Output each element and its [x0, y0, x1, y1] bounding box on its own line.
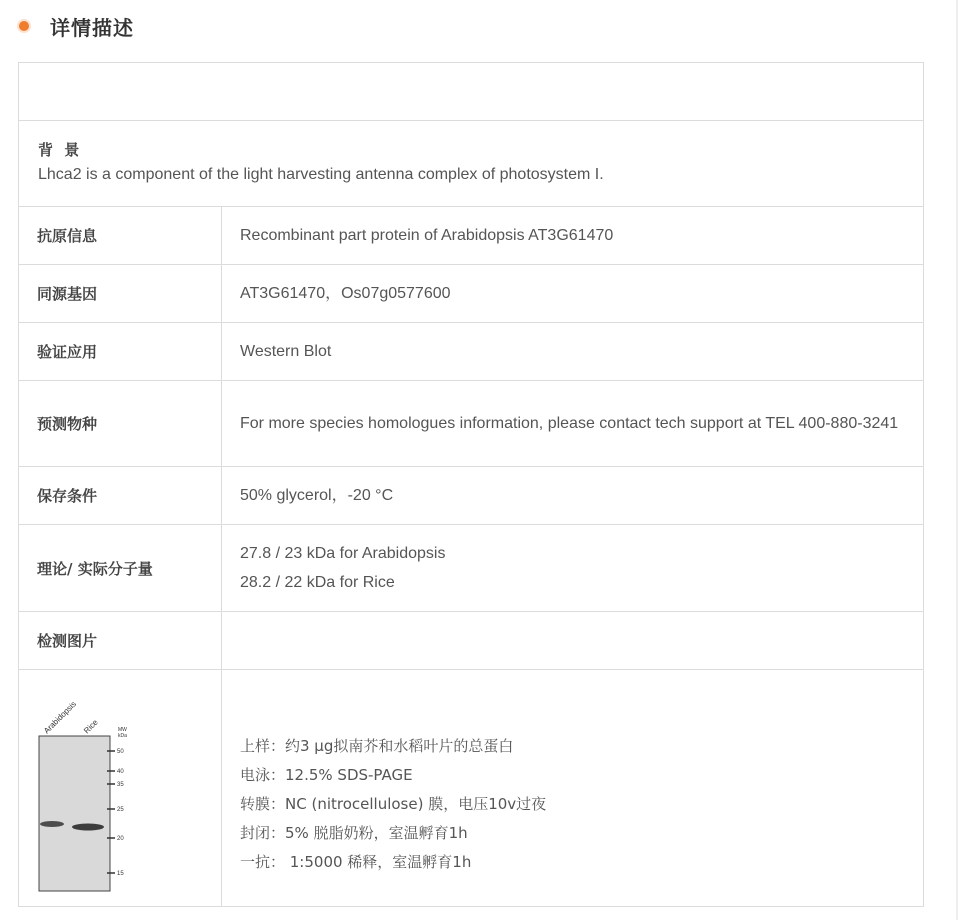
row-label: 检测图片 [19, 612, 222, 669]
blot-note: 电泳：12.5% SDS-PAGE [240, 765, 413, 784]
row-value: For more species homologues information, please contact tech support at TEL 400-880-3241 [240, 415, 899, 432]
row-value: 27.8 / 23 kDa for Arabidopsis [240, 545, 446, 562]
row-value: 50% glycerol，-20 °C [240, 487, 394, 504]
row-label: 预测物种 [19, 381, 222, 466]
blot-notes [222, 670, 923, 906]
table-row-mw [19, 524, 923, 611]
table-row-application [19, 322, 923, 380]
background-text: Lhca2 is a component of the light harvesting antenna complex of photosystem I. [38, 166, 604, 183]
table-row-image [19, 611, 923, 669]
row-value: 28.2 / 22 kDa for Rice [240, 574, 395, 591]
blot-note: 封闭：5% 脱脂奶粉，室温孵育1h [240, 823, 468, 842]
blot-membrane [39, 736, 110, 891]
empty-row [19, 63, 923, 120]
row-label: 保存条件 [19, 467, 222, 524]
row-label: 验证应用 [19, 323, 222, 380]
row-value: Western Blot [240, 343, 332, 360]
bullet-dot-icon [19, 21, 29, 31]
western-blot-figure [19, 670, 221, 906]
marker-label: 35 [117, 782, 124, 788]
row-label: 抗原信息 [19, 207, 222, 264]
table-row-species [19, 380, 923, 466]
table-row-storage [19, 466, 923, 524]
marker-label: 50 [117, 749, 124, 755]
blot-row [19, 669, 923, 906]
band-rice [72, 824, 104, 831]
marker-label: 40 [117, 769, 124, 775]
western-blot-image [19, 670, 222, 906]
blot-note: 转膜：NC (nitrocellulose) 膜，电压10v过夜 [240, 794, 547, 813]
row-label: 理论/ 实际分子量 [19, 525, 222, 611]
lane-label-rice: Rice [82, 717, 100, 736]
section-title: 详情描述 [50, 16, 134, 40]
section-header [0, 0, 958, 52]
table-row-antigen [19, 206, 923, 264]
detail-table [18, 62, 924, 907]
band-arabidopsis [40, 821, 64, 827]
row-value: Recombinant part protein of Arabidopsis AT3G61470 [240, 227, 614, 244]
background-label: 背 景 [38, 141, 83, 159]
table-row-homolog [19, 264, 923, 322]
row-value: AT3G61470，Os07g0577600 [240, 285, 451, 302]
marker-label: 20 [117, 836, 124, 842]
mw-unit: kDa [118, 733, 127, 739]
blot-note: 上样：约3 μg拟南芥和水稻叶片的总蛋白 [240, 736, 514, 755]
row-label: 同源基因 [19, 265, 222, 322]
blot-note: 一抗： 1:5000 稀释，室温孵育1h [240, 852, 472, 871]
marker-label: 25 [117, 807, 124, 813]
marker-label: 15 [117, 871, 124, 877]
mw-label: MW [118, 727, 127, 733]
background-row [19, 120, 923, 206]
lane-label-arabidopsis: Arabidopsis [42, 699, 78, 736]
